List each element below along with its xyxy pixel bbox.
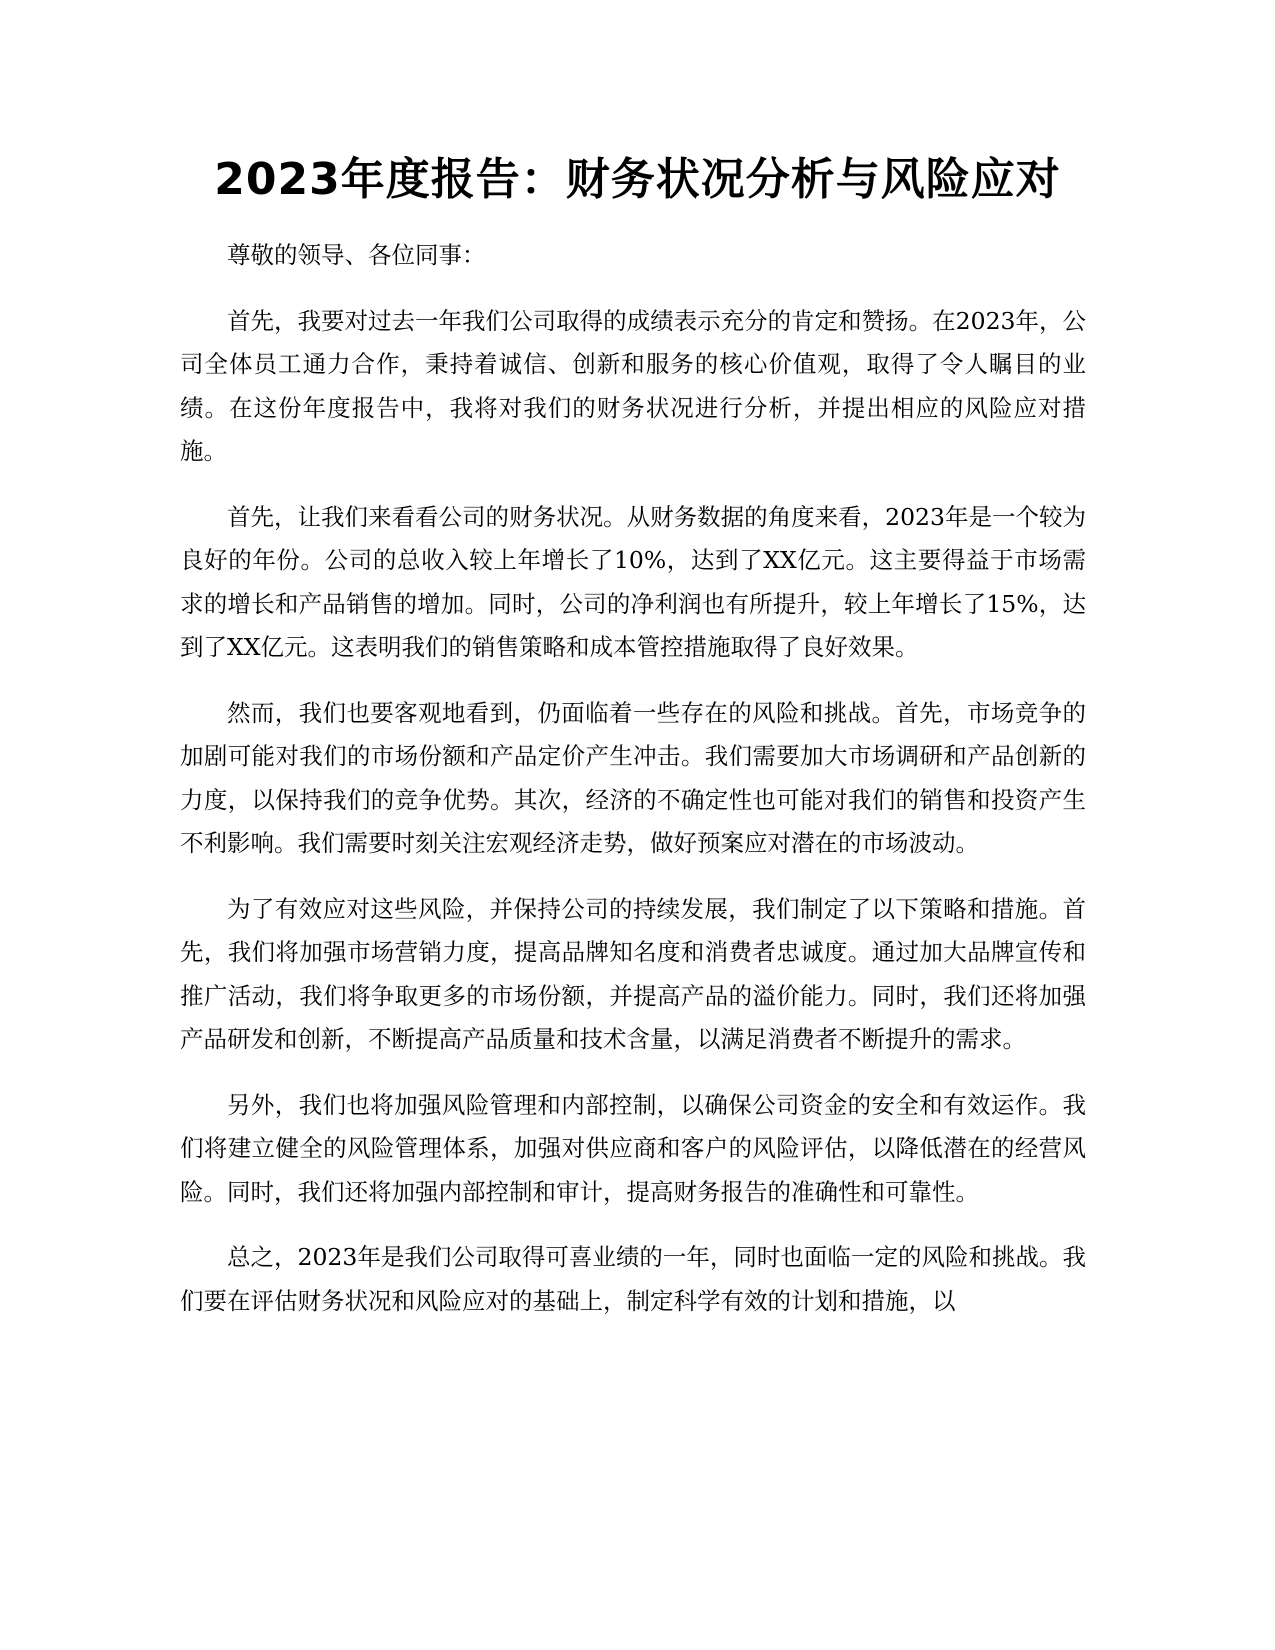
paragraph-conclusion: 总之，2023年是我们公司取得可喜业绩的一年，同时也面临一定的风险和挑战。我们要在评估财务状况和风险应对的基础上，制定科学有效的计划和措施，以	[180, 1243, 1086, 1315]
paragraph-risk-management: 另外，我们也将加强风险管理和内部控制，以确保公司资金的安全和有效运作。我们将建立健全的风险管理体系，加强对供应商和客户的风险评估，以降低潜在的经营风险。同时，我们还将加强内部控制和审计，提高财务报告的准确性和可靠性。	[180, 1090, 1086, 1206]
paragraph-strategies: 为了有效应对这些风险，并保持公司的持续发展，我们制定了以下策略和措施。首先，我们将加强市场营销力度，提高品牌知名度和消费者忠诚度。通过加大品牌宣传和推广活动，我们将争取更多的市场份额，并提高产品的溢价能力。同时，我们还将加强产品研发和创新，不断提高产品质量和技术含量，以满足消费者不断提升的需求。	[180, 894, 1086, 1053]
salutation: 尊敬的领导、各位同事：	[227, 241, 486, 269]
paragraph-risks: 然而，我们也要客观地看到，仍面临着一些存在的风险和挑战。首先，市场竞争的加剧可能对我们的市场份额和产品定价产生冲击。我们需要加大市场调研和产品创新的力度，以保持我们的竞争优势。其次，经济的不确定性也可能对我们的销售和投资产生不利影响。我们需要时刻关注宏观经济走势，做好预案应对潜在的市场波动。	[180, 698, 1086, 857]
paragraph-financial-status: 首先，让我们来看看公司的财务状况。从财务数据的角度来看，2023年是一个较为良好的年份。公司的总收入较上年增长了10%，达到了XX亿元。这主要得益于市场需求的增长和产品销售的增加。同时，公司的净利润也有所提升，较上年增长了15%，达到了XX亿元。这表明我们的销售策略和成本管控措施取得了良好效果。	[180, 502, 1086, 661]
document-title: 2023年度报告：财务状况分析与风险应对	[214, 154, 1061, 205]
document-body	[180, 234, 1086, 1345]
paragraph-intro: 首先，我要对过去一年我们公司取得的成绩表示充分的肯定和赞扬。在2023年，公司全体员工通力合作，秉持着诚信、创新和服务的核心价值观，取得了令人瞩目的业绩。在这份年度报告中，我将对我们的财务状况进行分析，并提出相应的风险应对措施。	[180, 306, 1086, 465]
